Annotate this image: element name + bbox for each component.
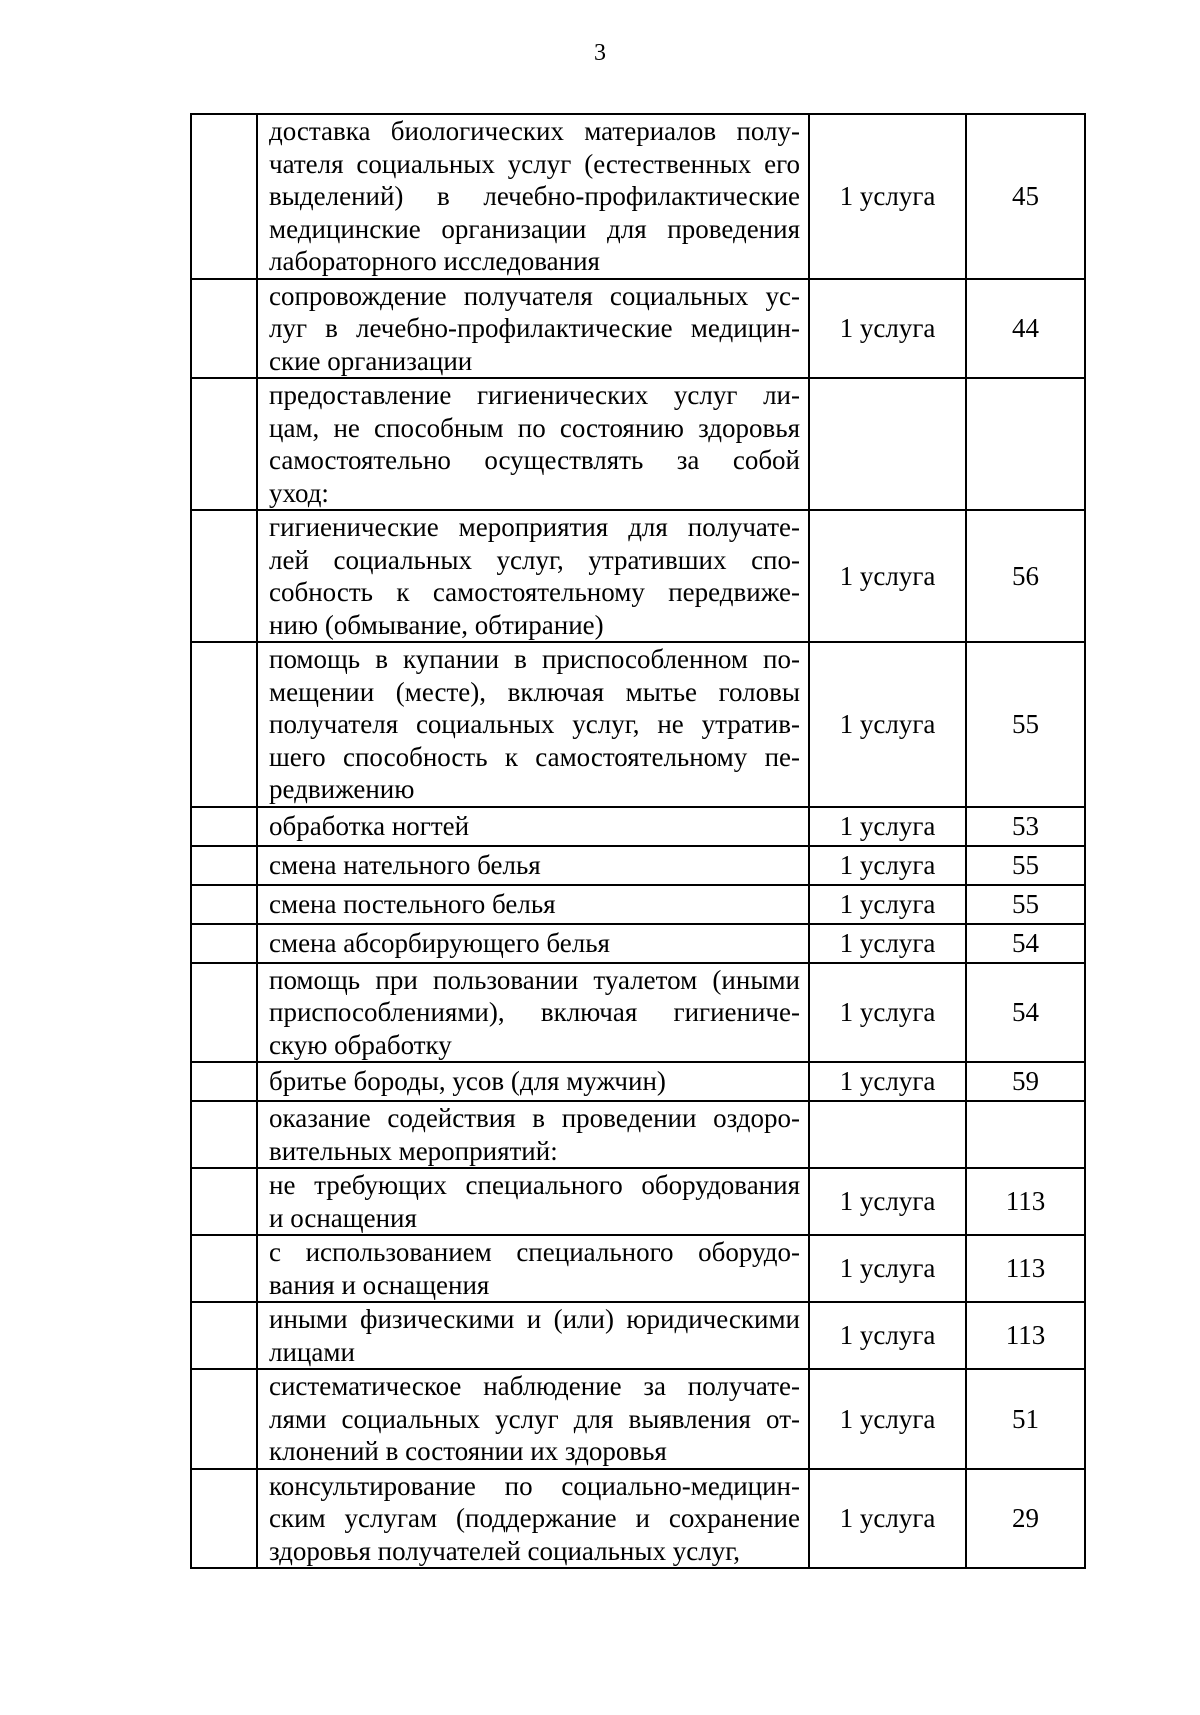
service-name [258,1236,808,1301]
price-cell: 113 [966,1168,1085,1235]
row-number-cell [191,1235,257,1302]
service-name-line: смена постельного белья [269,888,556,919]
service-name [258,888,808,921]
table-row [191,1302,1085,1369]
service-name-cell [257,378,809,510]
table-row [191,924,1085,963]
service-name-cell [257,963,809,1063]
service-name [258,927,808,960]
service-name-cell [257,885,809,924]
price-cell: 44 [966,279,1085,379]
service-name-line: систематическое наблюдение за получате- [269,1371,800,1401]
table-row [191,510,1085,642]
row-number-cell [191,1302,257,1369]
table-row [191,1369,1085,1469]
service-name-cell [257,1235,809,1302]
service-name-cell [257,924,809,963]
unit-cell: 1 услуга [809,279,966,379]
unit-cell: 1 услуга [809,642,966,807]
service-name-line: шего способность к самостоятельному пе- [269,741,800,772]
service-name-line: помощь при пользовании туалетом (иными [269,964,800,995]
price-cell: 53 [966,807,1085,846]
service-name [258,1370,808,1468]
price-cell: 113 [966,1302,1085,1369]
service-name-line: не требующих специального оборудования [269,1170,800,1200]
unit-cell: 1 услуга [809,1369,966,1469]
row-number-cell [191,885,257,924]
service-name-line: бритье бороды, усов (для мужчин) [269,1066,666,1097]
service-name-line: выделений) в лечебно-профилактические [269,181,800,211]
service-name-line: здоровья получателей социальных услуг, [269,1535,740,1566]
price-cell: 54 [966,924,1085,963]
unit-cell: 1 услуга [809,1235,966,1302]
unit-cell: 1 услуга [809,1469,966,1569]
row-number-cell [191,1369,257,1469]
service-name-line: цам, не способным по состоянию здоровья [269,412,800,443]
service-name-line: консультирование по социально-медицин- [269,1470,800,1501]
service-name [258,280,808,378]
unit-cell: 1 услуга [809,924,966,963]
service-name-line: лей социальных услуг, утративших спо- [269,544,800,575]
service-name [258,1102,808,1167]
service-name-line: и оснащения [269,1202,417,1233]
service-name-cell [257,1369,809,1469]
price-cell: 45 [966,114,1085,279]
service-name-line: ские организации [269,345,473,376]
price-cell: 55 [966,885,1085,924]
price-cell [966,1101,1085,1168]
unit-cell: 1 услуга [809,846,966,885]
service-name-cell [257,1062,809,1101]
price-cell: 54 [966,963,1085,1063]
row-number-cell [191,807,257,846]
table-row [191,279,1085,379]
unit-cell: 1 услуга [809,114,966,279]
table-row [191,114,1085,279]
service-name [258,1169,808,1234]
service-name-cell [257,807,809,846]
service-name [258,115,808,278]
price-cell: 56 [966,510,1085,642]
row-number-cell [191,1469,257,1569]
service-name-line: луг в лечебно-профилактические медицин- [269,313,800,343]
service-name [258,1065,808,1098]
row-number-cell [191,279,257,379]
service-name-line: клонений в состоянии их здоровья [269,1436,667,1466]
page-number: 3 [594,40,606,66]
service-name [258,849,808,882]
service-name-line: самостоятельно осуществлять за собой [269,445,800,475]
row-number-cell [191,1062,257,1101]
service-name-line: уход: [269,477,329,508]
row-number-cell [191,642,257,807]
service-name-line: оказание содействия в проведении оздоро- [269,1103,800,1133]
table-row [191,807,1085,846]
service-name-line: приспособлениями), включая гигиениче- [269,997,800,1027]
row-number-cell [191,378,257,510]
row-number-cell [191,924,257,963]
service-name-line: лями социальных услуг для выявления от- [269,1403,800,1434]
unit-cell: 1 услуга [809,807,966,846]
service-name-cell [257,114,809,279]
service-name-cell [257,642,809,807]
row-number-cell [191,1101,257,1168]
table-row [191,1101,1085,1168]
service-name-line: обработка ногтей [269,810,470,841]
service-name-line: медицинские организации для проведения [269,213,800,244]
service-name [258,964,808,1062]
unit-cell: 1 услуга [809,1302,966,1369]
row-number-cell [191,114,257,279]
table-row [191,1469,1085,1569]
service-name-cell [257,1101,809,1168]
service-name-line: собность к самостоятельному передвиже- [269,577,800,607]
price-cell: 55 [966,642,1085,807]
service-name [258,810,808,843]
service-name-line: помощь в купании в приспособленном по- [269,644,800,674]
service-name [258,379,808,509]
unit-cell [809,378,966,510]
table-row [191,1168,1085,1235]
service-name-line: доставка биологических материалов полу- [269,116,800,146]
unit-cell: 1 услуга [809,1168,966,1235]
unit-cell: 1 услуга [809,510,966,642]
price-cell [966,378,1085,510]
service-name-line: получателя социальных услуг, не утратив- [269,709,800,739]
service-name-line: мещении (месте), включая мытье головы [269,676,800,707]
service-name-line: лабораторного исследования [269,246,600,276]
service-name [258,1470,808,1568]
table-row [191,378,1085,510]
table-row [191,846,1085,885]
service-name-line: иными физическими и (или) юридическими [269,1304,800,1334]
price-cell: 113 [966,1235,1085,1302]
row-number-cell [191,846,257,885]
service-name-cell [257,1302,809,1369]
table-row [191,963,1085,1063]
service-name-line: предоставление гигиенических услуг ли- [269,380,800,410]
service-name-cell [257,510,809,642]
price-cell: 59 [966,1062,1085,1101]
service-name-cell [257,1469,809,1569]
price-cell: 51 [966,1369,1085,1469]
service-name-line: скую обработку [269,1029,452,1060]
service-name [258,511,808,641]
row-number-cell [191,1168,257,1235]
service-name-line: смена нательного белья [269,849,541,880]
service-name-line: редвижению [269,774,415,804]
table-row [191,642,1085,807]
service-name-line: лицами [269,1336,355,1367]
service-name-cell [257,279,809,379]
unit-cell: 1 услуга [809,1062,966,1101]
row-number-cell [191,510,257,642]
table-row [191,1235,1085,1302]
price-cell: 55 [966,846,1085,885]
service-name [258,1303,808,1368]
service-name-line: вания и оснащения [269,1269,490,1300]
row-number-cell [191,963,257,1063]
unit-cell: 1 услуга [809,885,966,924]
price-cell: 29 [966,1469,1085,1569]
service-name-line: с использованием специального оборудо- [269,1237,800,1267]
service-name-line: чателя социальных услуг (естественных его [269,148,800,179]
service-name-line: вительных мероприятий: [269,1135,558,1166]
service-name-line: сопровождение получателя социальных ус- [269,280,800,311]
unit-cell: 1 услуга [809,963,966,1063]
unit-cell [809,1101,966,1168]
table-row [191,885,1085,924]
services-table [190,113,1086,1569]
service-name-line: смена абсорбирующего белья [269,927,610,958]
services-table-body [191,114,1085,1568]
service-name-line: ским услугам (поддержание и сохранение [269,1503,800,1533]
service-name-line: нию (обмывание, обтирание) [269,609,604,640]
service-name-line: гигиенические мероприятия для получате- [269,512,800,542]
service-name-cell [257,846,809,885]
service-name-cell [257,1168,809,1235]
table-row [191,1062,1085,1101]
service-name [258,643,808,806]
